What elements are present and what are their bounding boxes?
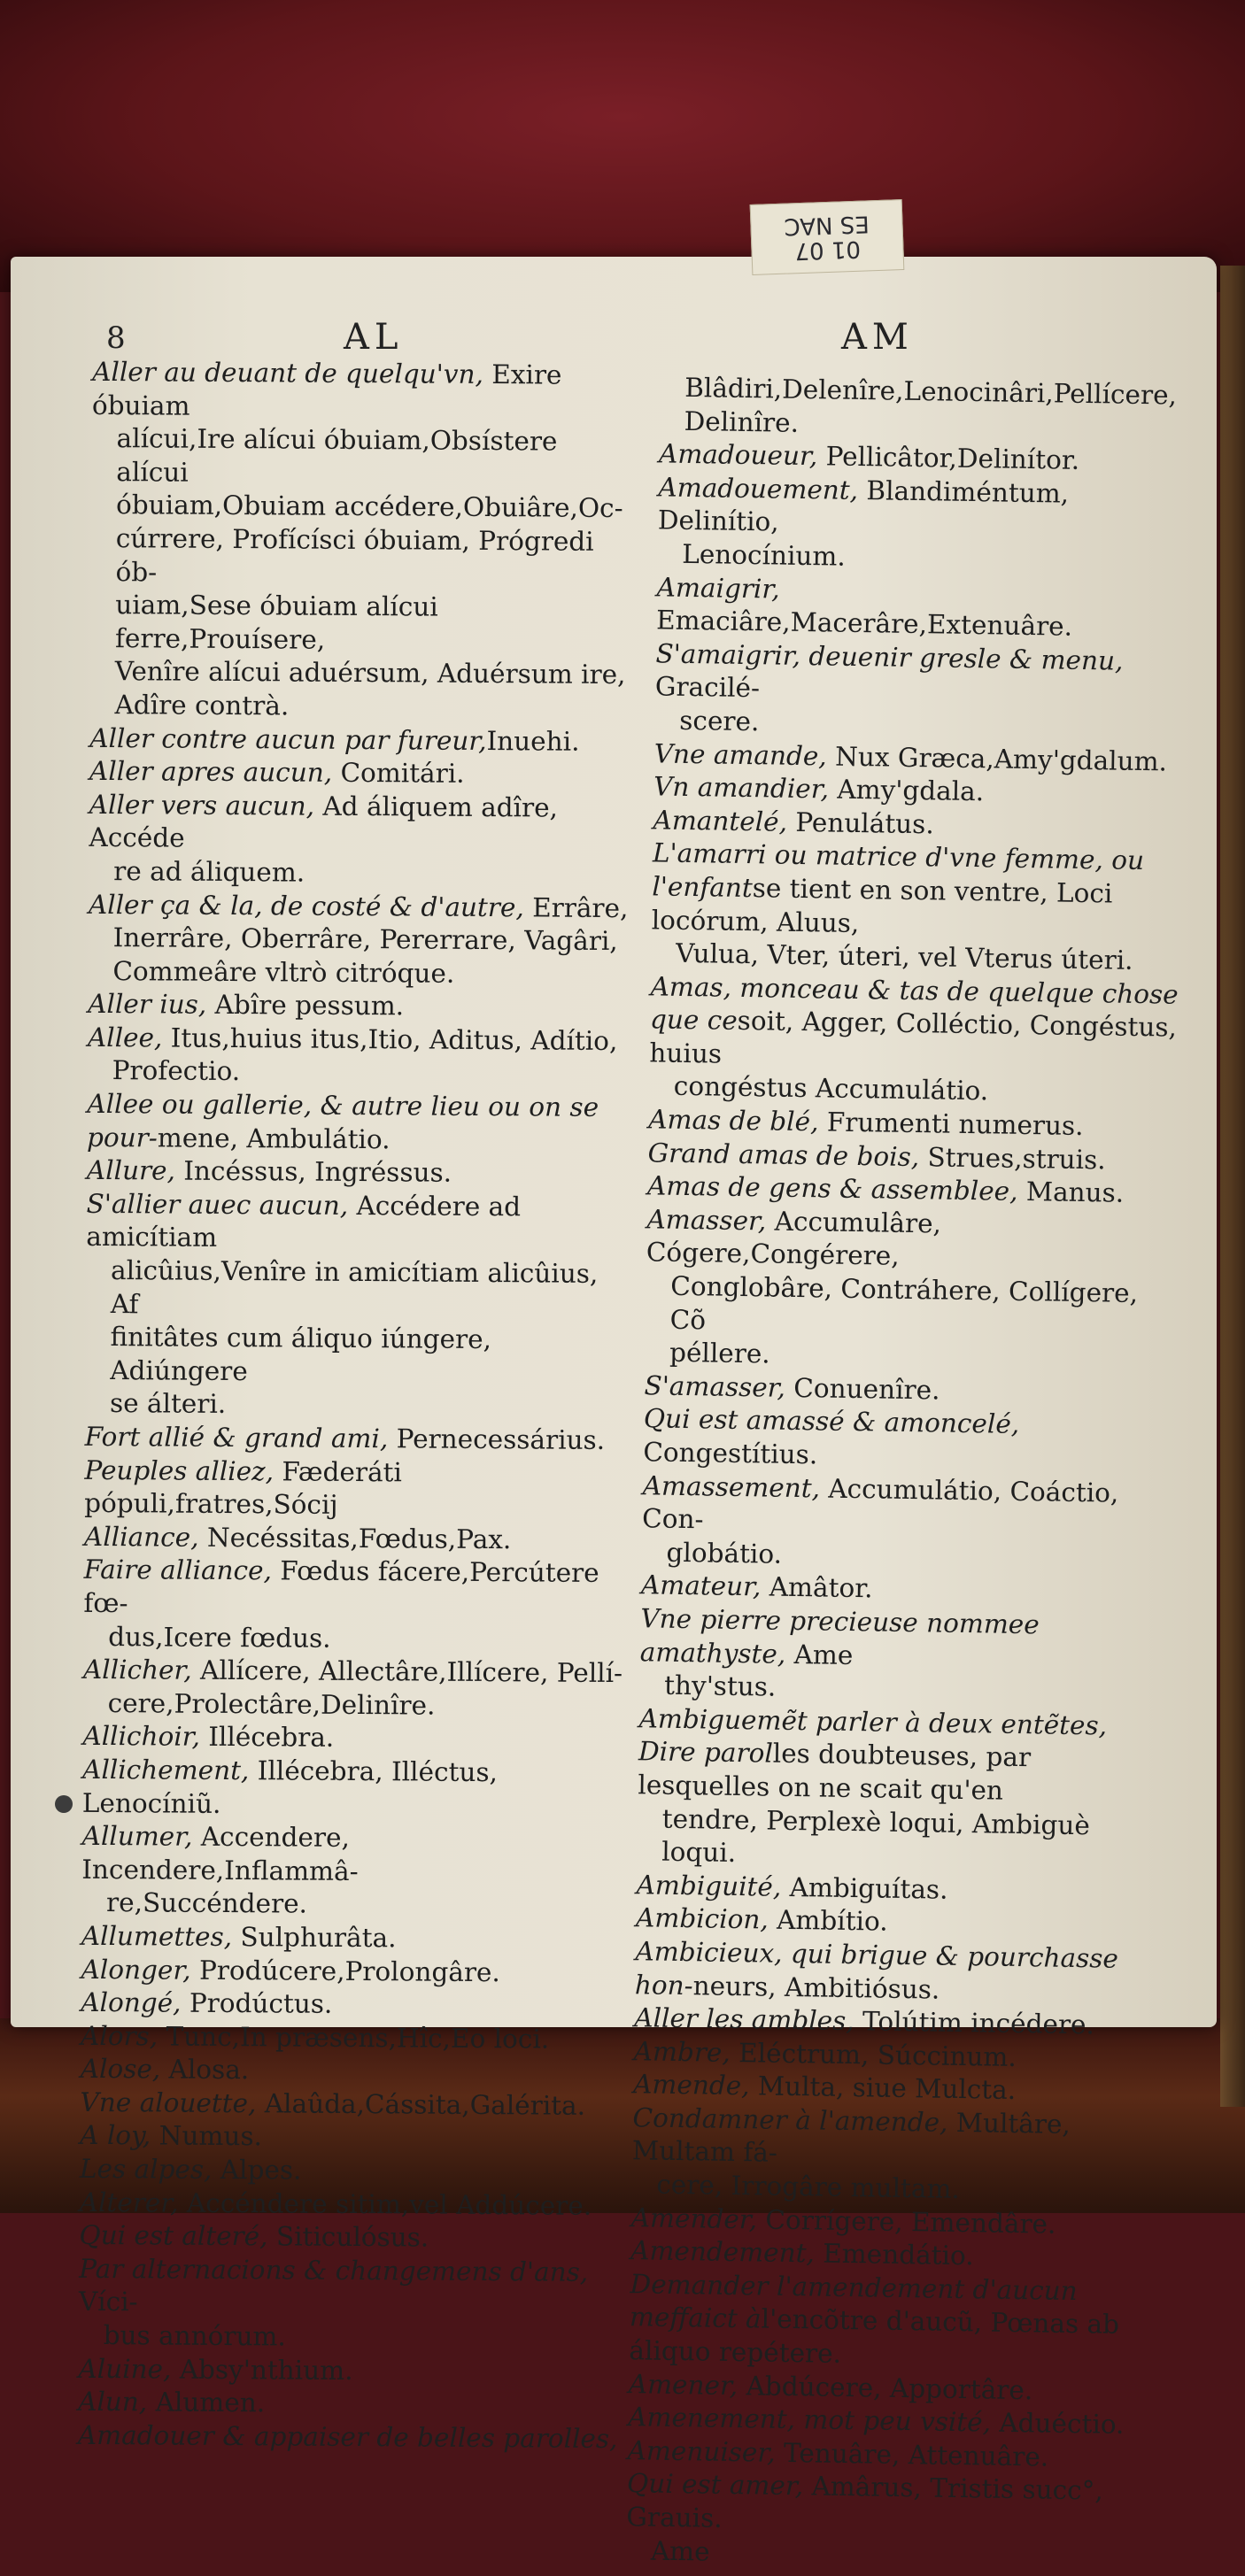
entry-translation: Siticulósus. <box>267 2221 429 2253</box>
entry-continuation-line: uiam,Sese óbuiam alícui ferre,Prouísere, <box>114 590 438 655</box>
entry-translation: Tunc,In præsens,Hîc,Eo loci. <box>158 2021 550 2055</box>
entry-headword: Faire alliance, <box>83 1554 273 1586</box>
dictionary-entry <box>82 1754 627 1824</box>
entry-continuation-line: globátio. <box>666 1537 783 1570</box>
entry-translation: Penulátus. <box>786 806 935 840</box>
entry-headword: S'amasser, <box>644 1370 786 1403</box>
dictionary-entry <box>637 1702 1171 1877</box>
label-line-1: ES NAC <box>783 210 870 240</box>
entry-headword: Les alpes, <box>79 2153 213 2185</box>
dictionary-entry <box>83 1654 628 1724</box>
entry-headword: Allumettes, <box>81 1920 233 1952</box>
entry-headword: Amadoueur, <box>658 438 818 472</box>
entry-headword: Vne amande, <box>653 737 828 771</box>
entry-headword: Qui est alteré, <box>79 2220 268 2252</box>
entry-headword: Amateur, <box>640 1570 762 1602</box>
entry-continuation-line: thy'stus. <box>663 1670 777 1702</box>
entry-headword: Allicher, <box>82 1654 192 1685</box>
entry-headword: Aller au deuant de quelqu'vn, <box>92 356 484 389</box>
entry-continuation-line: péllere. <box>669 1337 770 1369</box>
entry-continuation-line: Vulua, Vter, úteri, vel Vterus úteri. <box>675 937 1133 976</box>
entry-continuation-line: Conglobâre, Contráhere, Collígere, Cõ <box>669 1270 1139 1336</box>
dictionary-entry <box>80 2086 623 2124</box>
entry-continuation-line: tendre, Perplexè loqui, Ambiguè loqui. <box>661 1803 1091 1869</box>
entry-headword: Ambicieux, qui brigue & pourchasse hon- <box>634 1936 1119 2001</box>
dictionary-entry <box>654 637 1187 745</box>
entry-continuation-line: scere. <box>679 705 760 737</box>
entry-continuation-line: dus,Icere fœdus. <box>108 1621 331 1654</box>
dictionary-entry <box>78 2419 622 2456</box>
entry-headword: Vn amandier, <box>653 771 830 805</box>
entry-continuation-line: Venîre alícui aduérsum, Aduérsum ire, <box>114 656 626 690</box>
dictionary-entry <box>88 1022 632 1091</box>
entry-headword: Aller ça & la, de costé & d'autre, <box>88 889 524 922</box>
entry-translation: Incéssus, Ingréssus. <box>174 1155 452 1188</box>
entry-translation: Exire óbuiam <box>91 359 562 421</box>
entry-continuation-line: cere, Irrogâre multam. <box>656 2169 961 2205</box>
background-cloth <box>0 0 1245 292</box>
dictionary-entry <box>88 988 631 1025</box>
entry-translation: soit, Agger, Colléctio, Congéstus, huius <box>649 1006 1178 1069</box>
entry-translation: Illécebra, Illéctus, Lenocíniũ. <box>81 1755 499 1819</box>
entry-headword: Allee ou gallerie, & autre lieu ou on se pour- <box>86 1088 599 1153</box>
dictionary-entry <box>656 571 1188 646</box>
entry-translation: Víci- <box>78 2287 138 2318</box>
entry-headword: Amenement, mot peu vsité, <box>627 2402 992 2438</box>
entry-headword: Ambiguité, <box>636 1869 782 1902</box>
entry-translation: Pernecessárius. <box>388 1423 606 1455</box>
dictionary-entry <box>78 2352 622 2389</box>
left-column <box>78 356 637 2456</box>
entry-translation: Alaûda,Cássita,Galérita. <box>256 2088 586 2121</box>
entry-translation: Accédere ad amicítiam <box>86 1190 522 1253</box>
entry-headword: Alongé, <box>81 1986 182 2018</box>
entry-headword: Allee, <box>87 1022 163 1053</box>
entry-headword: Grand amas de bois, <box>647 1137 920 1172</box>
dictionary-entry <box>89 755 633 792</box>
entry-translation: Gracilé- <box>654 671 761 704</box>
dictionary-entry <box>651 837 1184 979</box>
entry-headword: Alors, <box>80 2020 159 2052</box>
entry-translation: Inuehi. <box>486 725 580 757</box>
entry-translation: Tenuâre, Attenuâre. <box>775 2437 1049 2472</box>
entry-headword: Alterer, <box>79 2187 179 2218</box>
entry-translation: Aduéctio. <box>990 2407 1125 2441</box>
dictionary-entry <box>639 1602 1172 1710</box>
dictionary-entry <box>659 371 1191 446</box>
entry-headword: Amadouer & appaiser de belles parolles, <box>77 2419 618 2454</box>
library-label-slip <box>750 199 905 275</box>
book-edge <box>1220 266 1245 2107</box>
entry-headword: Vne pierre precieuse nommee amathyste, <box>639 1603 1040 1670</box>
entry-headword: Alliance, <box>83 1521 199 1553</box>
dictionary-entry <box>626 2468 1159 2576</box>
entry-translation: Emendátio. <box>814 2238 974 2271</box>
entry-headword: Qui est amassé & amoncelé, <box>643 1403 1020 1440</box>
entry-continuation-line: cere,Prolectâre,Delinîre. <box>107 1687 436 1721</box>
entry-headword: Amas, monceau & tas de quelque chose que ce <box>649 971 1179 1037</box>
entry-headword: Amassement, <box>642 1469 821 1504</box>
entry-translation: Emaciâre,Macerâre,Extenuâre. <box>655 605 1073 642</box>
entry-continuation-line: Lenocínium. <box>682 538 847 572</box>
entry-headword: Ambre, <box>633 2035 731 2068</box>
entry-translation: Multâre, Multam fá- <box>631 2107 1071 2169</box>
dictionary-entry <box>649 970 1182 1112</box>
dictionary-entry <box>78 2386 622 2423</box>
entry-headword: A loy, <box>80 2120 151 2151</box>
entry-headword: Amadouement, <box>658 472 859 505</box>
entry-headword: Qui est amer, <box>626 2468 804 2502</box>
entry-translation: Tolútim incédere. <box>854 2006 1095 2040</box>
entry-translation: Abdúcere, Apportâre. <box>737 2370 1033 2405</box>
entry-headword: Amende, <box>632 2069 750 2102</box>
entry-headword: Aller apres aucun, <box>89 755 333 788</box>
entry-translation: Alosa. <box>160 2054 250 2086</box>
entry-translation: Accumulâre, Cógere,Congérere, <box>646 1206 942 1272</box>
entry-translation: Ambítio. <box>768 1904 888 1938</box>
entry-translation: Alumen. <box>147 2387 266 2418</box>
entry-translation: mene, Ambulátio. <box>157 1122 391 1154</box>
page-number: 8 <box>106 320 126 356</box>
entry-headword: S'amaigrir, deuenir gresle & menu, <box>655 638 1124 676</box>
entry-headword: Condamner à l'amende, <box>632 2102 948 2138</box>
entry-translation: Fæderáti pópuli,fratres,Sócij <box>84 1455 403 1521</box>
dictionary-entry <box>643 1403 1175 1478</box>
entry-translation: Amârus, Tristis succ°, Grauis. <box>626 2471 1104 2534</box>
dictionary-entry <box>657 471 1190 579</box>
entry-translation: Errâre, <box>523 891 629 923</box>
entry-translation: Amy'gdala. <box>828 774 985 807</box>
right-column <box>626 371 1192 2575</box>
entry-headword: Amender, <box>630 2202 758 2235</box>
dictionary-entry <box>89 356 636 726</box>
entry-translation: Itus,huius itus,Itio, Aditus, Adítio, <box>162 1022 618 1056</box>
entry-headword: S'allier auec aucun, <box>86 1188 349 1221</box>
running-head-left: AL <box>344 317 404 358</box>
dictionary-entry <box>84 1454 629 1523</box>
entry-translation: neurs, Ambitiósus. <box>692 1970 940 2005</box>
entry-translation: Ame <box>785 1639 854 1670</box>
entry-headword: Allure, <box>86 1155 176 1186</box>
entry-continuation-line: alicûius,Venîre in amicítiam alicûius, Af <box>110 1255 599 1319</box>
dictionary-entry <box>81 2020 624 2057</box>
entry-translation: Accumulátio, Coáctio, Con- <box>641 1473 1119 1535</box>
entry-translation: Allícere, Allectâre,Illícere, Pellí- <box>191 1654 623 1689</box>
entry-translation: Manus. <box>1017 1176 1125 1209</box>
ink-spot <box>55 1795 73 1813</box>
entry-continuation-line: cúrrere, Profícísci óbuiam, Prógredi ób- <box>115 523 594 587</box>
entry-continuation-line: Profectio. <box>112 1055 241 1087</box>
entry-translation: Prodúcere,Prolongâre. <box>190 1955 500 1987</box>
entry-translation: Amâtor. <box>761 1571 873 1604</box>
label-line-2: 01 07 <box>793 235 862 265</box>
entry-continuation-line: re ad áliquem. <box>113 855 305 888</box>
entry-headword: Aller contre aucun par fureur, <box>89 722 487 756</box>
entry-translation: Sulphurâta. <box>231 1921 397 1954</box>
entry-headword: Fort allié & grand ami, <box>84 1421 389 1454</box>
entry-translation: Ad áliquem adîre, Accéde <box>89 791 559 853</box>
entry-translation: Ambiguítas. <box>780 1871 948 1905</box>
entry-headword: Amenuiser, <box>627 2434 776 2468</box>
dictionary-entry <box>80 2119 623 2156</box>
dictionary-entry <box>89 721 633 759</box>
entry-headword: Peuples alliez, <box>84 1454 275 1486</box>
entry-headword: Alun, <box>78 2387 148 2418</box>
dictionary-entry <box>81 1920 625 1957</box>
entry-headword: Amantelé, <box>653 805 788 837</box>
entry-headword: Amas de blé, <box>647 1104 819 1138</box>
entry-headword: Amasser, <box>646 1204 767 1237</box>
entry-headword: Allumer, <box>81 1820 193 1852</box>
dictionary-entry <box>641 1469 1174 1577</box>
dictionary-entry <box>81 1986 624 2024</box>
entry-headword: Amas de gens & assemblee, <box>646 1170 1018 1207</box>
entry-translation: Alpes. <box>212 2154 302 2186</box>
entry-translation: Congestítius. <box>643 1437 818 1470</box>
entry-headword: Allichement, <box>82 1754 250 1786</box>
entry-continuation-line: bus annórum. <box>103 2320 286 2352</box>
dictionary-entry <box>85 1421 629 1458</box>
entry-translation: Illécebra. <box>199 1722 335 1754</box>
entry-headword: Alonger, <box>81 1954 191 1986</box>
entry-continuation-line: Commeâre vltrò citróque. <box>112 955 455 989</box>
entry-continuation-line: óbuiam,Obuiam accédere,Obuiâre,Oc- <box>115 490 623 524</box>
entry-translation: Numus. <box>151 2120 263 2152</box>
dictionary-entry <box>631 2102 1164 2210</box>
dictionary-entry <box>80 2186 623 2223</box>
entry-continuation-line: Ame <box>650 2535 710 2567</box>
dictionary-entry <box>87 1154 630 1192</box>
entry-translation: les doubteuses, par lesquelles on ne scait qu'en <box>638 1738 1032 1806</box>
entry-translation: Strues,struis. <box>918 1141 1106 1176</box>
entry-translation: Conuenîre. <box>785 1372 940 1406</box>
dictionary-entry <box>83 1554 628 1657</box>
entry-continuation-line: Blâdiri,Delenîre,Lenocinâri,Pellícere, <box>684 372 1178 411</box>
dictionary-entry <box>645 1203 1179 1377</box>
entry-headword: Alose, <box>80 2054 161 2085</box>
dictionary-entry <box>87 1088 631 1158</box>
entry-continuation-line: congéstus Accumulátio. <box>673 1071 989 1107</box>
entry-continuation-line: alícui,Ire alícui óbuiam,Obsístere alícui <box>116 423 558 488</box>
dictionary-entry <box>82 1720 626 1757</box>
entry-headword: Aller ius, <box>88 989 207 1021</box>
entry-headword: Amaigrir, <box>656 571 780 605</box>
entry-translation: Multa, siue Mulcta. <box>749 2071 1017 2106</box>
entry-headword: Ambiguemẽt parler à deux entẽtes, Dire parol <box>638 1703 1108 1769</box>
entry-translation: Accendere, Incendere,Inflammâ- <box>81 1821 359 1886</box>
entry-headword: Allichoir, <box>82 1721 201 1753</box>
entry-headword: Aller les ambles, <box>634 2002 854 2037</box>
entry-headword: Par alternacions & changemens d'ans, <box>79 2253 589 2287</box>
entry-continuation-line: finitâtes cum áliquo iúngere, Adiúngere <box>110 1322 492 1386</box>
entry-translation: Frumenti numerus. <box>818 1107 1084 1142</box>
dictionary-entry <box>81 2053 624 2090</box>
entry-translation: Pellicâtor,Delinítor. <box>816 441 1080 476</box>
entry-continuation-line: Adîre contrà. <box>114 690 290 721</box>
running-head-right: AM <box>841 317 914 358</box>
entry-continuation-line: Inerrâre, Oberrâre, Pererrare, Vagâri, <box>112 922 618 957</box>
entry-continuation-line: Delinîre. <box>684 405 800 438</box>
entry-translation: Comitári. <box>332 757 465 789</box>
dictionary-entry <box>79 2219 622 2256</box>
entry-headword: L'amarri ou matrice d'vne femme, ou l'enfant <box>652 837 1145 904</box>
entry-translation: l'encõtre d'aucũ, Pœnas ab áliquo repétere. <box>629 2303 1120 2369</box>
dictionary-entry <box>629 2268 1162 2376</box>
entry-translation: Nux Græca,Amy'gdalum. <box>826 740 1168 777</box>
entry-headword: Aluine, <box>78 2353 172 2385</box>
entry-translation: Eléctrum, Súccinum. <box>730 2037 1017 2072</box>
entry-translation: se tient en son ventre, Loci locórum, Aluus, <box>651 873 1113 938</box>
entry-translation: Accéndere sitim,vel Addúcere. <box>178 2187 592 2221</box>
entry-continuation-line: re,Succéndere. <box>105 1887 308 1919</box>
entry-translation: Corrígere, Emendâre. <box>756 2204 1056 2240</box>
entry-translation: Prodúctus. <box>181 1987 333 2019</box>
entry-translation: Fœdus fácere,Percútere fœ- <box>83 1555 599 1619</box>
dictionary-entry <box>81 1820 626 1924</box>
dictionary-entry <box>84 1521 628 1558</box>
entry-translation: Absy'nthium. <box>171 2354 353 2386</box>
entry-continuation-line: se álteri. <box>109 1388 227 1420</box>
dictionary-entry <box>79 2253 623 2356</box>
entry-translation: Blandiméntum, Delinítio, <box>657 474 1070 537</box>
entry-headword: Ambicion, <box>635 1902 769 1935</box>
entry-headword: Demander l'amendement d'aucun meffaict à <box>629 2269 1078 2334</box>
dictionary-entry <box>635 1935 1167 2010</box>
entry-headword: Amener, <box>628 2368 738 2401</box>
entry-headword: Amendement, <box>630 2235 816 2269</box>
dictionary-entry <box>85 1188 630 1424</box>
entry-translation: Necéssitas,Fœdus,Pax. <box>198 1522 512 1555</box>
entry-headword: Vne alouette, <box>80 2086 257 2119</box>
entry-headword: Aller vers aucun, <box>89 789 315 821</box>
dictionary-entry <box>81 1953 624 1990</box>
dictionary-entry <box>88 888 632 991</box>
entry-translation: Abîre pessum. <box>206 990 405 1022</box>
dictionary-entry <box>80 2153 623 2190</box>
dictionary-entry <box>89 789 633 892</box>
